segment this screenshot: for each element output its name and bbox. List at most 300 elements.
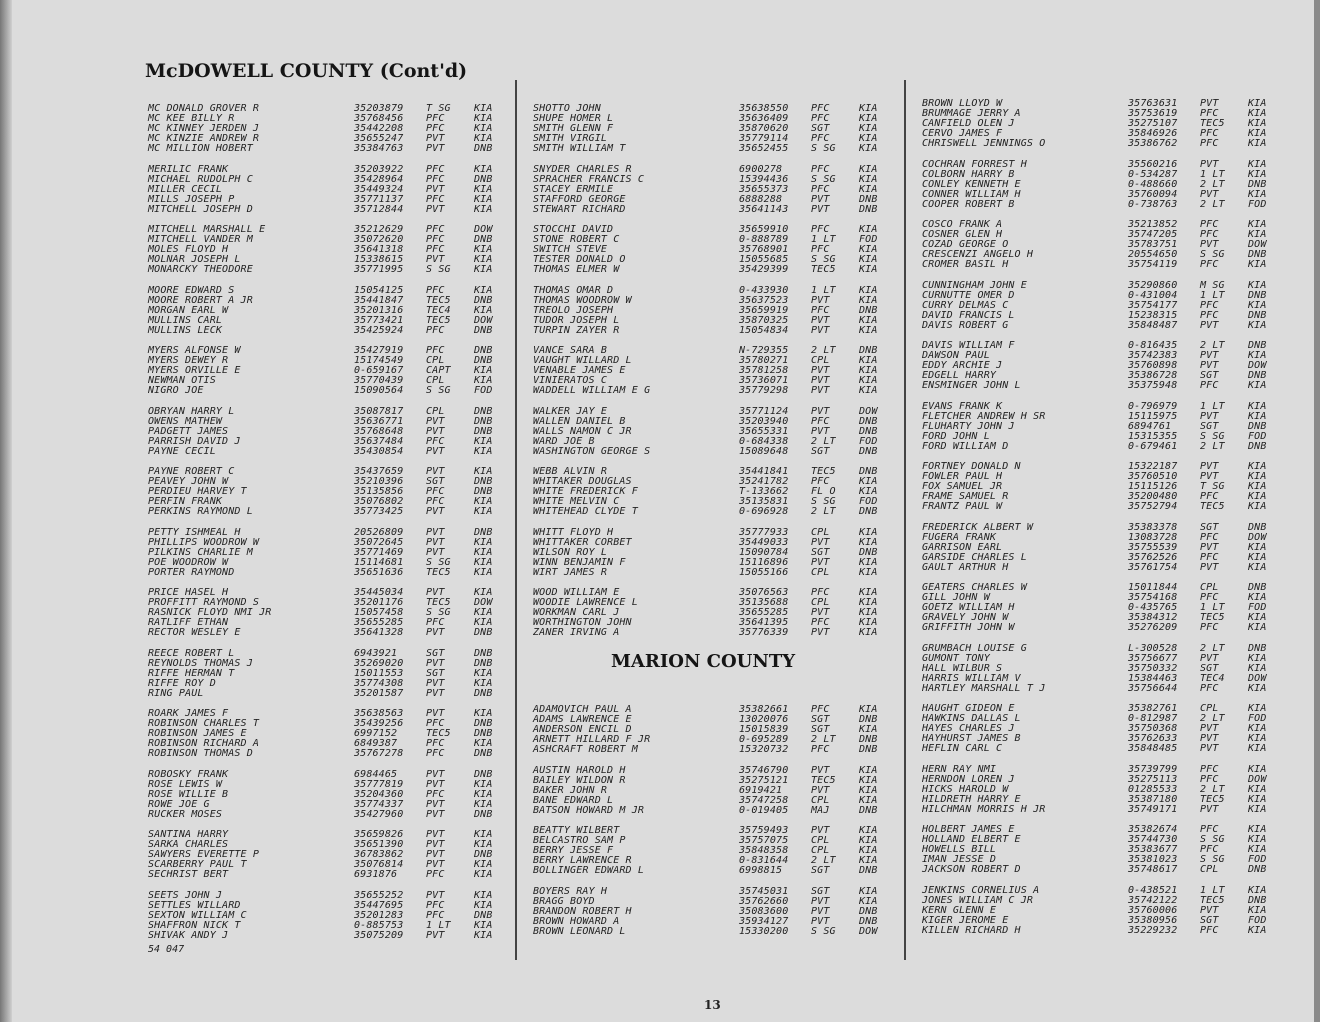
soldier-name: BROWN LLOYD W — [922, 98, 1003, 109]
soldier-name: COSCO FRANK A — [922, 219, 1003, 230]
soldier-name: HILDRETH HARRY E — [922, 793, 1021, 805]
soldier-name: SHIVAK ANDY J — [148, 929, 229, 941]
service-number: 35203922 — [354, 163, 404, 175]
soldier-name: GARRISON EARL — [922, 541, 1003, 553]
service-number: 0-885753 — [354, 919, 404, 931]
service-number: 35241782 — [739, 476, 789, 487]
service-number: 35384312 — [1128, 612, 1178, 623]
service-number: 6894761 — [1128, 420, 1172, 432]
service-number: 35768456 — [354, 113, 404, 124]
status: DNB — [474, 627, 493, 638]
status: KIA — [1248, 380, 1267, 391]
soldier-name: GRAVELY JOHN W — [922, 612, 1009, 623]
status: KIA — [474, 546, 493, 558]
soldier-name: RECTOR WESLEY E — [148, 627, 241, 638]
soldier-name: CONNER WILLIAM H — [922, 188, 1021, 200]
marion-county-heading: MARION COUNTY — [611, 651, 796, 672]
rank: SGT — [811, 123, 830, 134]
status: DNB — [474, 657, 493, 669]
soldier-name: DAVIS ROBERT G — [922, 319, 1009, 331]
status: DNB — [474, 687, 493, 699]
service-number: 15011553 — [354, 667, 404, 679]
status: KIA — [1248, 783, 1267, 795]
status: DNB — [859, 905, 878, 917]
rank: PFC — [811, 244, 830, 255]
soldier-name: MC KEE BILLY R — [148, 113, 235, 124]
rank: TEC4 — [426, 304, 451, 316]
status: KIA — [474, 133, 493, 144]
service-number: 35375948 — [1128, 380, 1178, 391]
rank: PVT — [1200, 723, 1219, 734]
service-number: 35783751 — [1128, 239, 1178, 250]
rank: PFC — [811, 103, 830, 114]
status: KIA — [474, 193, 493, 205]
soldier-name: HERNDON LOREN J — [922, 773, 1015, 785]
soldier-name: MOORE ROBERT A JR — [148, 294, 253, 306]
soldier-name: ROARK JAMES F — [148, 708, 229, 719]
service-number: 35745031 — [739, 885, 789, 897]
soldier-name: KERN GLENN E — [922, 904, 997, 916]
status: FOD — [1248, 430, 1267, 442]
soldier-name: REYNOLDS THOMAS J — [148, 657, 253, 669]
service-number: 35072620 — [354, 234, 404, 245]
rank: S SG — [426, 264, 451, 275]
status: KIA — [859, 143, 878, 154]
rank: PVT — [811, 607, 830, 618]
soldier-name: JENKINS CORNELIUS A — [922, 884, 1040, 896]
status: KIA — [1248, 118, 1267, 129]
status: KIA — [1248, 844, 1267, 855]
service-number: 15338615 — [354, 254, 404, 265]
status: KIA — [474, 889, 493, 901]
service-number: 15054125 — [354, 284, 404, 296]
soldier-name: HERN RAY NMI — [922, 763, 997, 775]
soldier-name: MC KINZIE ANDREW R — [148, 133, 260, 144]
service-number: 15384463 — [1128, 672, 1178, 684]
soldier-name: CROMER BASIL H — [922, 259, 1009, 270]
service-number: 35641395 — [739, 617, 789, 628]
rank: PVT — [811, 314, 830, 326]
rank: PFC — [426, 123, 445, 134]
soldier-name: KIGER JEROME E — [922, 914, 1009, 926]
status: DNB — [1248, 642, 1267, 654]
soldier-name: POE WOODROW W — [148, 556, 229, 568]
status: KIA — [859, 314, 878, 326]
soldier-name: GRUMBACH LOUISE G — [922, 642, 1027, 654]
rank: MAJ — [811, 804, 830, 816]
soldier-name: PEAVEY JOHN W — [148, 476, 229, 487]
status: KIA — [1248, 219, 1267, 230]
rank: PFC — [811, 476, 830, 487]
soldier-name: SMITH WILLIAM T — [533, 143, 626, 154]
soldier-name: CHRISWELL JENNINGS O — [922, 138, 1046, 149]
soldier-name: WILSON ROY L — [533, 546, 608, 558]
rank: TEC5 — [426, 597, 451, 608]
soldier-name: WHITTAKER CORBET — [533, 536, 632, 548]
service-number: 35383378 — [1128, 521, 1178, 533]
service-number: 35763631 — [1128, 98, 1178, 109]
status: KIA — [1248, 410, 1267, 422]
status: KIA — [1248, 793, 1267, 805]
soldier-name: MILLER CECIL — [148, 183, 223, 195]
status: KIA — [1248, 400, 1267, 412]
status: KIA — [1248, 834, 1267, 845]
rank: CPL — [811, 526, 830, 538]
soldier-name: FORTNEY DONALD N — [922, 461, 1021, 472]
service-number: 0-684338 — [739, 435, 789, 447]
status: KIA — [474, 365, 493, 376]
soldier-name: HILCHMAN MORRIS H JR — [922, 803, 1046, 815]
status: KIA — [1248, 652, 1267, 664]
service-number: 35212629 — [354, 224, 404, 235]
rank: PFC — [426, 738, 445, 749]
soldier-name: FRANTZ PAUL W — [922, 501, 1003, 512]
service-number: 15057458 — [354, 607, 404, 618]
rank: TEC5 — [1200, 118, 1225, 129]
soldier-name: PADGETT JAMES — [148, 425, 229, 437]
soldier-name: TUDOR JOSEPH L — [533, 314, 620, 326]
service-number: 35651390 — [354, 839, 404, 850]
soldier-name: REECE ROBERT L — [148, 647, 235, 659]
rank: PFC — [426, 617, 445, 628]
rank: PFC — [1200, 299, 1219, 311]
service-number: 15054834 — [739, 324, 789, 336]
rank: 2 LT — [1200, 713, 1225, 724]
rank: PFC — [426, 748, 445, 759]
status: DNB — [859, 734, 878, 745]
rank: PVT — [426, 526, 445, 538]
service-number: 6849387 — [354, 738, 398, 749]
service-number: 35779114 — [739, 133, 789, 144]
status: DNB — [474, 234, 493, 245]
service-number: 35213852 — [1128, 219, 1178, 230]
rank: PFC — [426, 324, 445, 336]
service-number: 35380956 — [1128, 914, 1178, 926]
status: KIA — [474, 708, 493, 719]
rank: PVT — [426, 808, 445, 820]
status: DOW — [859, 405, 878, 417]
rank: SGT — [811, 445, 830, 457]
rank: PVT — [426, 587, 445, 598]
service-number: 35439256 — [354, 718, 404, 729]
status: KIA — [1248, 924, 1267, 936]
service-number: 35386728 — [1128, 370, 1178, 381]
rank: CAPT — [426, 365, 451, 376]
status: KIA — [859, 597, 878, 608]
status: KIA — [1248, 561, 1267, 573]
service-number: 35777933 — [739, 526, 789, 538]
status: KIA — [474, 466, 493, 477]
service-number: 35934127 — [739, 915, 789, 927]
soldier-name: MOORE EDWARD S — [148, 284, 235, 296]
status: DNB — [1248, 864, 1267, 875]
service-number: 35773425 — [354, 506, 404, 517]
status: KIA — [859, 133, 878, 144]
rank: PFC — [1200, 128, 1219, 139]
soldier-name: PERFIN FRANK — [148, 496, 223, 507]
service-number: 35659919 — [739, 304, 789, 316]
rank: PFC — [426, 788, 445, 800]
status: KIA — [474, 284, 493, 296]
soldier-name: RIFFE HERMAN T — [148, 667, 235, 679]
status: DNB — [859, 865, 878, 876]
rank: PFC — [811, 224, 830, 235]
soldier-name: TURPIN ZAYER R — [533, 324, 620, 336]
rank: CPL — [811, 835, 830, 846]
soldier-name: CUNNINGHAM JOHN E — [922, 279, 1027, 291]
status: KIA — [859, 885, 878, 897]
soldier-name: WHITAKER DOUGLAS — [533, 476, 632, 487]
soldier-name: COLBORN HARRY B — [922, 168, 1015, 180]
service-number: 35771995 — [354, 264, 404, 275]
service-number: 35652455 — [739, 143, 789, 154]
rank: PVT — [426, 415, 445, 427]
rank: PFC — [1200, 622, 1219, 633]
rank: PVT — [426, 778, 445, 790]
rank: PVT — [811, 905, 830, 917]
service-number: 6888288 — [739, 193, 783, 205]
soldier-name: ROWE JOE G — [148, 798, 210, 810]
status: KIA — [1248, 612, 1267, 623]
status: DNB — [1248, 521, 1267, 533]
rank: PVT — [426, 183, 445, 195]
service-number: 35269020 — [354, 657, 404, 669]
service-number: 35655331 — [739, 425, 789, 437]
rank: PFC — [1200, 491, 1219, 502]
status: KIA — [474, 617, 493, 628]
soldier-name: BERRY LAWRENCE R — [533, 855, 632, 866]
status: DOW — [1248, 360, 1267, 371]
status: KIA — [474, 859, 493, 870]
status: KIA — [859, 794, 878, 806]
service-number: 35780271 — [739, 355, 789, 366]
service-number: 35742122 — [1128, 894, 1178, 906]
rank: PFC — [1200, 309, 1219, 321]
service-number: 35275113 — [1128, 773, 1178, 785]
soldier-name: FORD JOHN L — [922, 430, 990, 442]
status: KIA — [474, 203, 493, 215]
rank: PVT — [811, 203, 830, 215]
soldier-name: MULLINS CARL — [148, 314, 223, 326]
service-number: 15015839 — [739, 724, 789, 735]
soldier-name: CRESCENZI ANGELO H — [922, 249, 1034, 260]
status: KIA — [474, 667, 493, 679]
status: KIA — [1248, 128, 1267, 139]
status: DNB — [1248, 249, 1267, 260]
rank: PFC — [811, 704, 830, 715]
status: KIA — [474, 869, 493, 880]
status: KIA — [1248, 763, 1267, 775]
rank: PVT — [1200, 158, 1219, 170]
soldier-name: GILL JOHN W — [922, 592, 990, 603]
rank: PVT — [426, 889, 445, 901]
service-number: 35425924 — [354, 324, 404, 336]
soldier-name: BAILEY WILDON R — [533, 774, 626, 786]
service-number: 35641143 — [739, 203, 789, 215]
service-number: 15055685 — [739, 254, 789, 265]
service-number: 35848358 — [739, 845, 789, 856]
rank: PFC — [1200, 108, 1219, 119]
service-number: T-133662 — [739, 486, 789, 497]
rank: T SG — [426, 103, 451, 114]
rank: TEC4 — [1200, 672, 1225, 684]
soldier-name: OBRYAN HARRY L — [148, 405, 235, 417]
service-number: 35747205 — [1128, 229, 1178, 240]
soldier-name: CANFIELD OLEN J — [922, 118, 1015, 129]
soldier-name: WOOD WILLIAM E — [533, 587, 620, 598]
rank: PFC — [426, 869, 445, 880]
status: DOW — [474, 314, 493, 326]
rank: PFC — [426, 193, 445, 205]
soldier-name: WHITE MELVIN C — [533, 496, 620, 507]
soldier-name: PETTY ISHMEAL H — [148, 526, 241, 538]
soldier-name: FUGERA FRANK — [922, 531, 997, 543]
status: KIA — [1248, 592, 1267, 603]
soldier-name: RUCKER MOSES — [148, 808, 223, 820]
soldier-name: WALLEN DANIEL B — [533, 415, 626, 427]
soldier-name: WHITEHEAD CLYDE T — [533, 506, 638, 517]
service-number: 35742383 — [1128, 350, 1178, 361]
rank: 2 LT — [1200, 340, 1225, 351]
rank: PVT — [426, 133, 445, 144]
service-number: 0-019405 — [739, 804, 789, 816]
soldier-name: FLETCHER ANDREW H SR — [922, 410, 1046, 422]
service-number: 35771469 — [354, 546, 404, 558]
soldier-name: FORD WILLIAM D — [922, 440, 1009, 452]
status: KIA — [474, 244, 493, 255]
service-number: 15089648 — [739, 445, 789, 457]
rank: PVT — [426, 798, 445, 810]
service-number: 35204360 — [354, 788, 404, 800]
status: DNB — [859, 915, 878, 927]
service-number: 0-738763 — [1128, 198, 1178, 210]
soldier-name: STOCCHI DAVID — [533, 224, 614, 235]
service-number: 35762633 — [1128, 733, 1178, 744]
rank: PVT — [426, 708, 445, 719]
status: DNB — [1248, 309, 1267, 321]
rank: PFC — [811, 415, 830, 427]
soldier-name: BAKER JOHN R — [533, 784, 608, 796]
service-number: 35276209 — [1128, 622, 1178, 633]
soldier-name: STONE ROBERT C — [533, 234, 620, 245]
rank: PVT — [426, 829, 445, 840]
status: KIA — [859, 627, 878, 638]
rank: PVT — [426, 425, 445, 437]
status: KIA — [474, 788, 493, 800]
service-number: 35746790 — [739, 764, 789, 776]
soldier-name: ROBOSKY FRANK — [148, 768, 229, 780]
soldier-name: GUMONT TONY — [922, 652, 990, 664]
rank: TEC5 — [811, 774, 836, 786]
status: DNB — [1248, 420, 1267, 432]
rank: S SG — [426, 385, 451, 396]
soldier-name: ZANER IRVING A — [533, 627, 620, 638]
rank: 1 LT — [1200, 168, 1225, 180]
rank: T SG — [1200, 481, 1225, 492]
rank: PVT — [1200, 188, 1219, 200]
status: DNB — [859, 714, 878, 725]
status: KIA — [859, 365, 878, 376]
service-number: 35428964 — [354, 173, 404, 185]
soldier-name: MONARCKY THEODORE — [148, 264, 253, 275]
soldier-name: WOODIE LAWRENCE L — [533, 597, 638, 608]
soldier-name: RING PAUL — [148, 687, 204, 699]
status: KIA — [859, 264, 878, 275]
soldier-name: HOLBERT JAMES E — [922, 824, 1015, 835]
soldier-name: SECHRIST BERT — [148, 869, 229, 880]
rank: TEC5 — [811, 264, 836, 275]
rank: SGT — [811, 714, 830, 725]
service-number: 35756644 — [1128, 682, 1178, 694]
rank: 1 LT — [811, 234, 836, 245]
page-number: 13 — [704, 998, 721, 1012]
soldier-name: PERDIEU HARVEY T — [148, 486, 247, 497]
service-number: 35748617 — [1128, 864, 1178, 875]
status: KIA — [474, 496, 493, 507]
status: KIA — [474, 536, 493, 548]
rank: SGT — [1200, 420, 1219, 432]
service-number: L-300528 — [1128, 642, 1178, 654]
status: FOD — [474, 385, 493, 396]
soldier-name: SMITH VIRGIL — [533, 133, 608, 144]
service-number: 15238315 — [1128, 309, 1178, 321]
rank: SGT — [1200, 914, 1219, 926]
service-number: 35382661 — [739, 704, 789, 715]
rank: PVT — [1200, 319, 1219, 331]
status: KIA — [859, 103, 878, 114]
service-number: 15011844 — [1128, 582, 1178, 593]
soldier-name: COZAD GEORGE O — [922, 239, 1009, 250]
rank: PVT — [811, 556, 830, 568]
status: KIA — [1248, 229, 1267, 240]
status: KIA — [859, 284, 878, 296]
rank: S SG — [811, 173, 836, 185]
soldier-name: BRAGG BOYD — [533, 895, 595, 907]
rank: 2 LT — [811, 345, 836, 356]
soldier-name: MICHAEL RUDOLPH C — [148, 173, 253, 185]
soldier-name: VENABLE JAMES E — [533, 365, 626, 376]
soldier-name: SETTLES WILLARD — [148, 899, 241, 911]
service-number: 35638550 — [739, 103, 789, 114]
status: DNB — [859, 804, 878, 816]
soldier-name: KILLEN RICHARD H — [922, 924, 1021, 936]
service-number: 15116896 — [739, 556, 789, 568]
soldier-name: GOETZ WILLIAM H — [922, 602, 1015, 613]
rank: PVT — [426, 768, 445, 780]
soldier-name: NEWMAN OTIS — [148, 375, 216, 386]
status: KIA — [474, 899, 493, 911]
service-number: 0-431004 — [1128, 289, 1178, 301]
status: DNB — [859, 203, 878, 215]
status: DNB — [474, 647, 493, 659]
service-number: 35203879 — [354, 103, 404, 114]
status: KIA — [1248, 622, 1267, 633]
status: KIA — [859, 536, 878, 548]
soldier-name: FRAME SAMUEL R — [922, 491, 1009, 502]
service-number: 0-534287 — [1128, 168, 1178, 180]
service-number: 35754177 — [1128, 299, 1178, 311]
status: KIA — [474, 738, 493, 749]
rank: S SG — [811, 143, 836, 154]
service-number: 35773421 — [354, 314, 404, 326]
soldier-name: SAWYERS EVERETTE P — [148, 849, 260, 860]
status: KIA — [1248, 319, 1267, 331]
service-number: 15090564 — [354, 385, 404, 396]
soldier-name: HICKS HAROLD W — [922, 783, 1009, 795]
service-number: 35768648 — [354, 425, 404, 437]
status: DNB — [474, 718, 493, 729]
status: KIA — [1248, 138, 1267, 149]
